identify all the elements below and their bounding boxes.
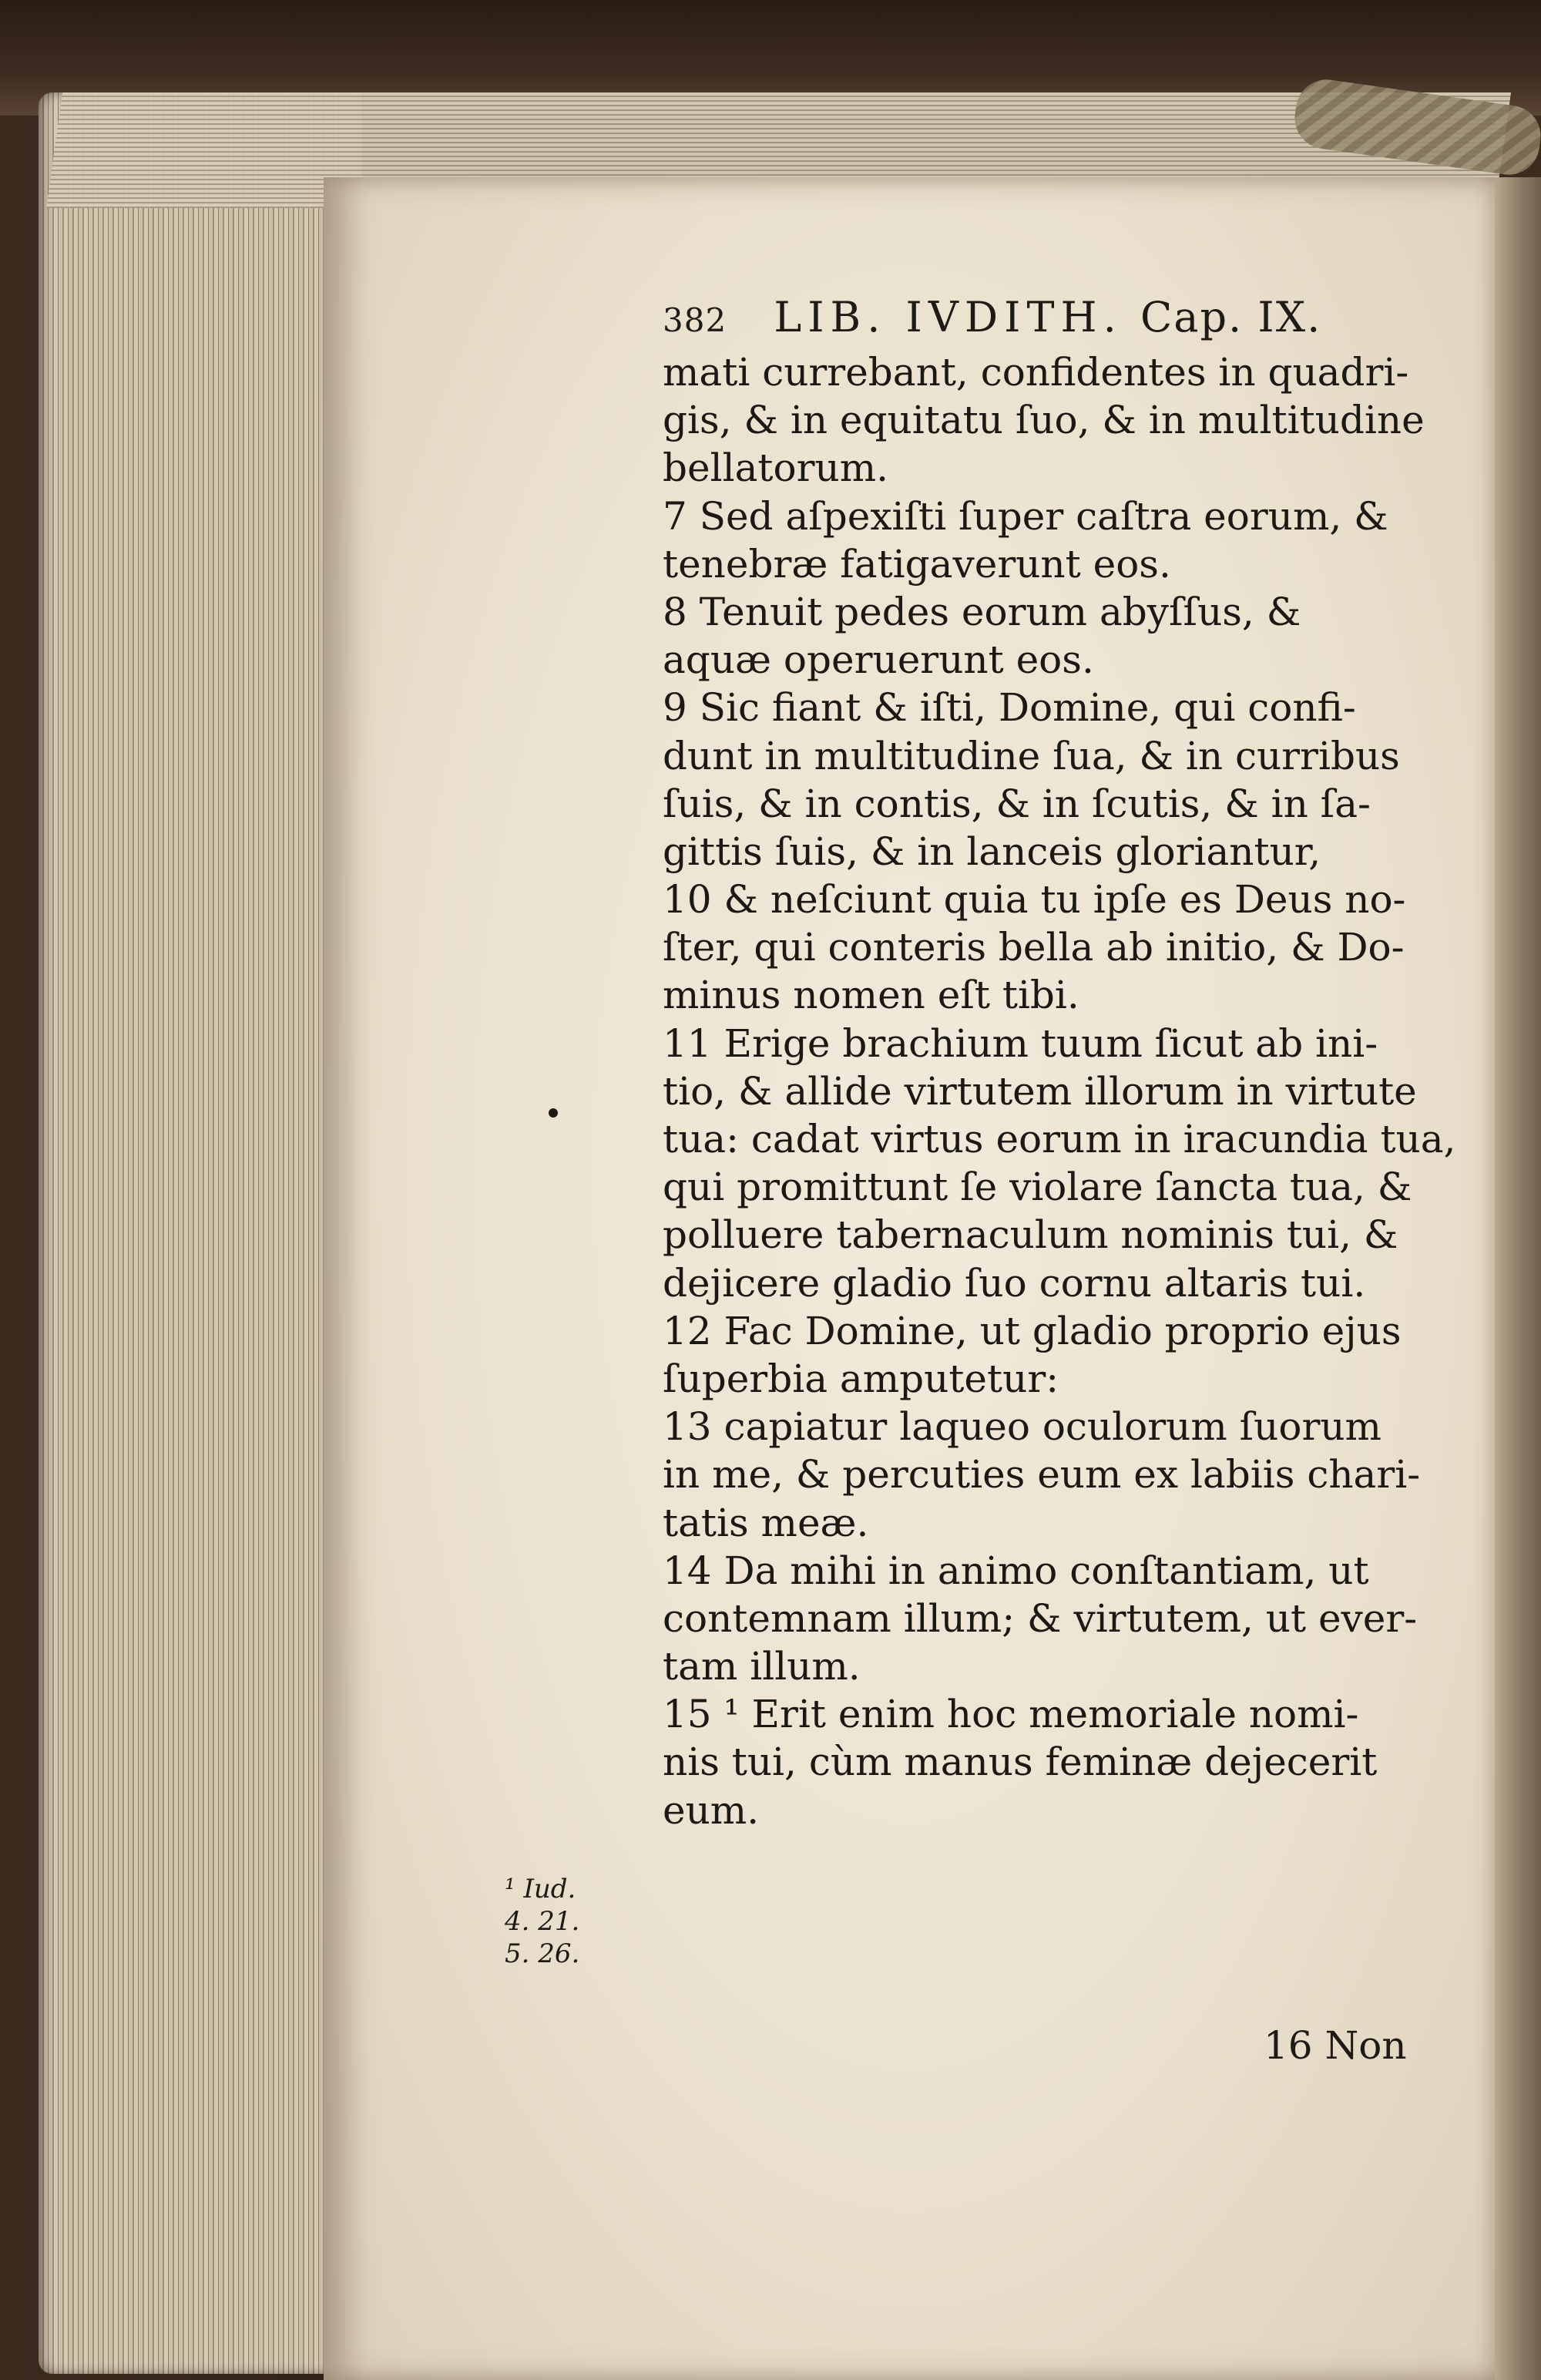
text-line: ſter, qui conteris bella ab initio, & Do- (663, 925, 1405, 970)
text-line: tatis meæ. (663, 1500, 869, 1545)
text-line: 15 ¹ Erit enim hoc memoriale nomi- (663, 1692, 1359, 1737)
text-line: dunt in multitudine ſua, & in curribus (663, 733, 1400, 778)
text-line: gittis ſuis, & in lanceis gloriantur, (663, 829, 1321, 874)
book-title: LIB. IVDITH. (774, 293, 1123, 341)
main-text (663, 348, 1456, 1834)
chapter-label: Cap. IX. (1140, 293, 1322, 341)
catchword: 16 Non (1264, 2023, 1407, 2068)
margin-note-line: 4. 21. (505, 1906, 580, 1937)
margin-note-line: 5. 26. (505, 1938, 580, 1969)
text-line: gis, & in equitatu ſuo, & in multitudine (663, 398, 1425, 443)
text-line: minus nomen eſt tibi. (663, 973, 1079, 1018)
text-line: 10 & neſciunt quia tu ipſe es Deus no- (663, 877, 1406, 923)
text-line: 12 Fac Domine, ut gladio proprio ejus (663, 1308, 1402, 1353)
text-line: 13 capiatur laqueo oculorum ſuorum (663, 1404, 1382, 1450)
text-line: 14 Da mihi in animo conſtantiam, ut (663, 1548, 1369, 1593)
text-line: qui promittunt ſe violare ſancta tua, & (663, 1165, 1412, 1210)
ink-speck (549, 1108, 558, 1118)
text-line: 7 Sed aſpexiſti ſuper caſtra eorum, & (663, 493, 1388, 539)
text-line: contemnam illum; & virtutem, ut ever- (663, 1595, 1418, 1641)
text-line: mati currebant, confidentes in quadri- (663, 350, 1409, 395)
text-line: ſuis, & in contis, & in ſcutis, & in ſa- (663, 781, 1371, 826)
text-line: bellatorum. (663, 445, 888, 491)
text-line: 9 Sic fiant & iſti, Domine, qui confi- (663, 685, 1356, 731)
margin-note-line: ¹ Iud. (505, 1874, 576, 1904)
text-line: polluere tabernaculum nominis tui, & (663, 1212, 1398, 1258)
text-line: tua: cadat virtus eorum in iracundia tua, (663, 1117, 1456, 1161)
text-line: nis tui, cùm manus feminæ dejecerit (663, 1740, 1378, 1785)
text-line: tio, & allide virtutem illorum in virtute (663, 1068, 1417, 1114)
text-line: tenebræ fatigaverunt eos. (663, 541, 1171, 587)
text-line: 11 Erige brachium tuum ſicut ab ini- (663, 1020, 1378, 1066)
text-line: aquæ operuerunt eos. (663, 637, 1094, 683)
text-line: eum. (663, 1787, 760, 1833)
text-line: ſuperbia amputetur: (663, 1356, 1059, 1401)
page-number: 382 (663, 301, 727, 339)
text-line: dejicere gladio ſuo cornu altaris tui. (663, 1260, 1366, 1306)
text-line: 8 Tenuit pedes eorum abyſſus, & (663, 589, 1301, 634)
running-header (663, 293, 1321, 341)
page-fore-edge (39, 92, 362, 2374)
margin-note (505, 1873, 579, 1970)
text-line: in me, & percuties eum ex labiis chari- (663, 1452, 1421, 1498)
text-line: tam illum. (663, 1644, 861, 1689)
page-gutter (1495, 177, 1541, 2380)
